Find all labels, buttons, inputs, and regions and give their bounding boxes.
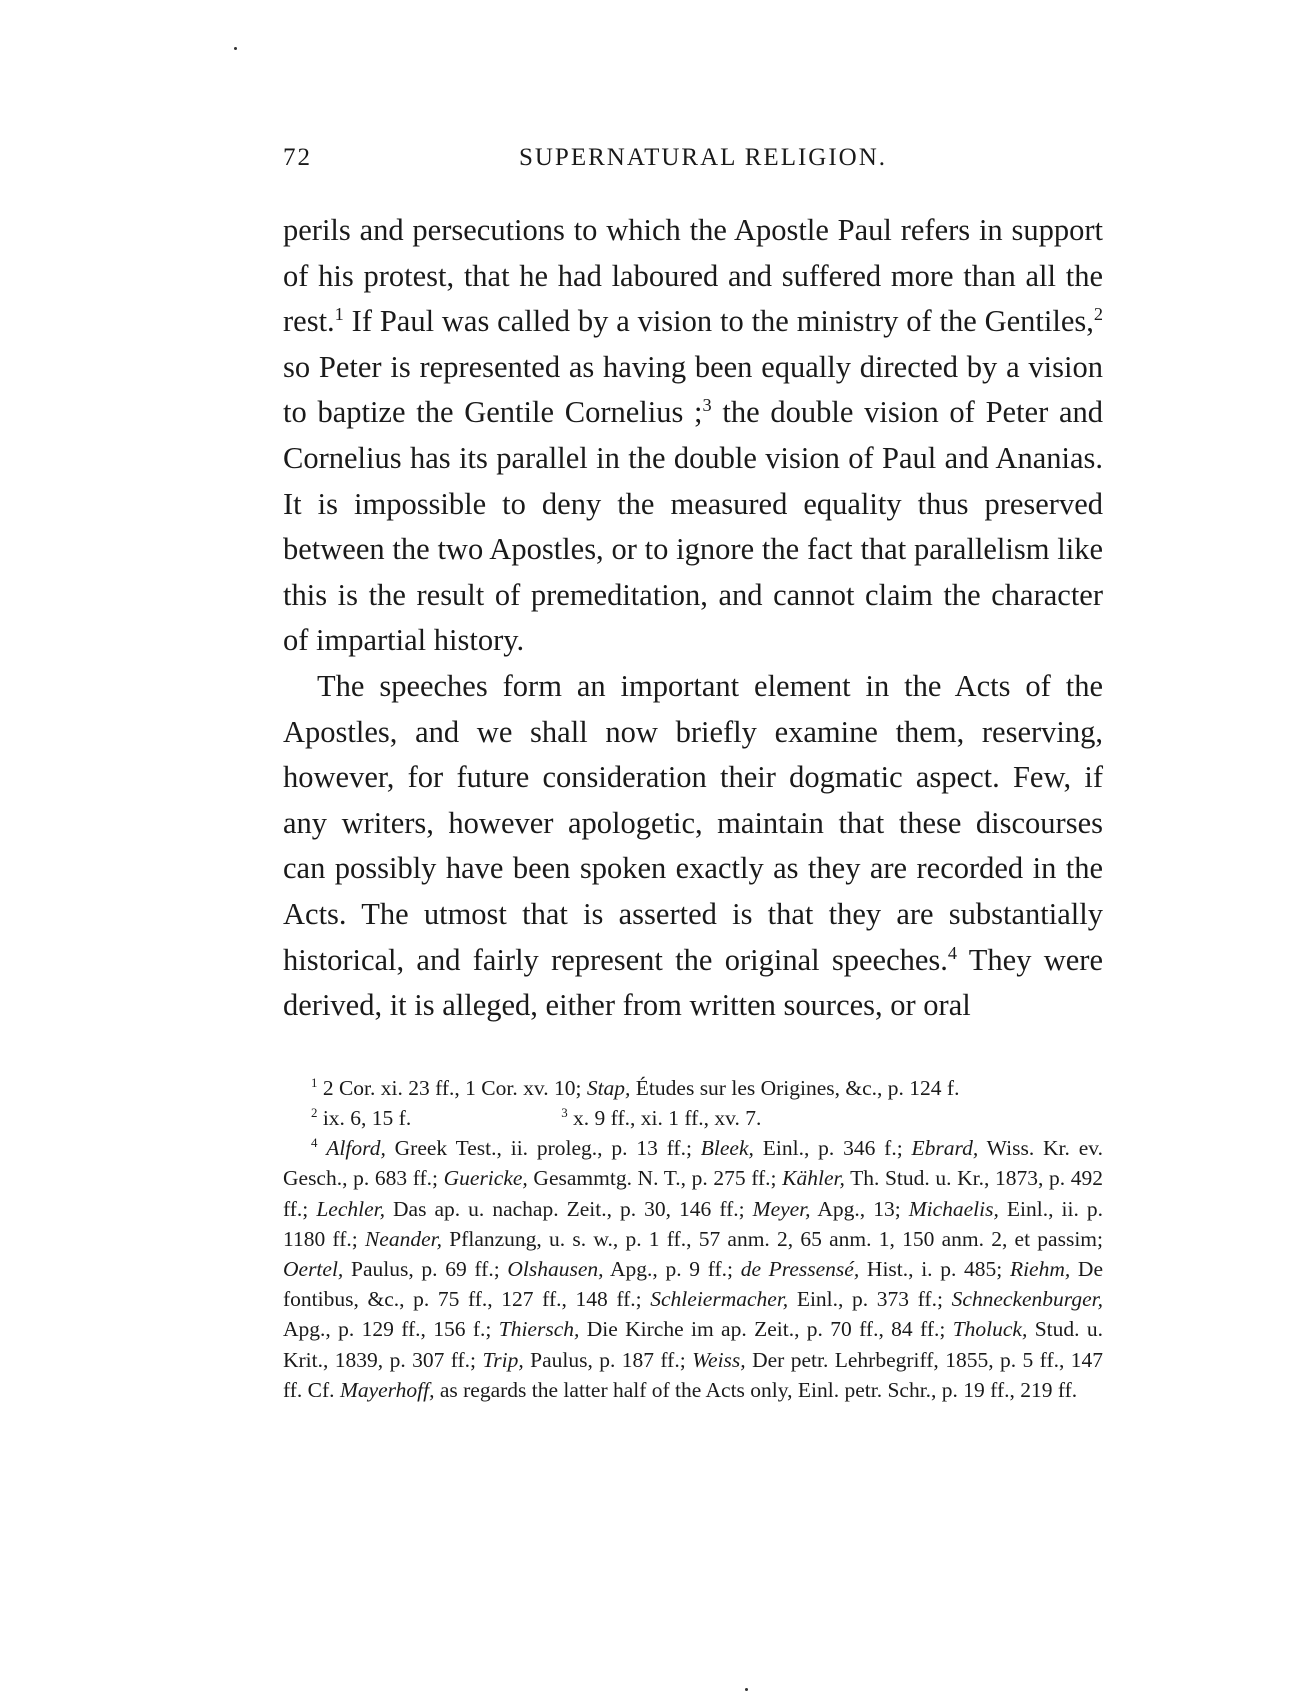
footnote-text: Apg., p. 9 ff.; xyxy=(603,1256,741,1281)
text-run: the double vision of Peter and Cornelius has its parallel in the double vision of Paul and Ananias. It is impossible to deny the measured equality thus preserved between the two Apostles, or to ignore the fact that parallelism like this is the result of premeditation, and cannot claim the character of impartial history. xyxy=(283,395,1104,658)
text-run: so Peter is represented as having been equally directed by a vision to baptize the Gentile Cornelius ; xyxy=(283,349,1103,430)
footnote-1 xyxy=(283,1073,1103,1103)
footnote-author: Neander, xyxy=(364,1226,442,1251)
footnote-author: de Pressensé, xyxy=(740,1256,860,1281)
footnote-text: as regards the latter half of the Acts only, Einl. petr. Schr., p. 19 ff., 219 ff. xyxy=(434,1377,1078,1402)
note-reference: 4 xyxy=(947,942,958,963)
text-run: If Paul was called by a vision to the ministry of the Gentiles, xyxy=(343,304,1094,339)
footnote-author: Michaelis, xyxy=(908,1196,999,1221)
footnote-author: Tholuck, xyxy=(952,1317,1028,1342)
footnote-author: Weiss, xyxy=(692,1347,746,1372)
footnote-marker: 2 xyxy=(311,1105,318,1120)
running-head: SUPERNATURAL RELIGION. xyxy=(518,144,888,171)
footnote-author: Thiersch, xyxy=(498,1317,580,1342)
book-page xyxy=(283,140,1103,1680)
footnote-text: Gesammtg. N. T., p. 275 ff.; xyxy=(527,1166,783,1191)
footnote-text: Wiss. Kr. ev. Gesch., p. 683 ff.; xyxy=(283,1136,1103,1191)
page-header xyxy=(283,140,1103,180)
footnote-text: ix. 6, 15 f. xyxy=(322,1105,412,1130)
footnote-text: x. 9 ff., xi. 1 ff., xv. 7. xyxy=(573,1105,762,1130)
footnote-text: Th. Stud. u. Kr., 1873, p. 492 ff.; xyxy=(283,1166,1103,1221)
print-speck xyxy=(745,1688,748,1691)
footnote-text: Paulus, p. 187 ff.; xyxy=(523,1347,693,1372)
footnote-author: Kähler, xyxy=(782,1166,845,1191)
footnote-author: Mayerhoff, xyxy=(339,1377,435,1402)
footnote-text: Apg., 13; xyxy=(810,1196,909,1221)
footnote-author: Olshausen, xyxy=(507,1256,604,1281)
footnote-text: Der petr. Lehrbegriff, 1855, p. 5 ff., 147 ff. Cf. xyxy=(283,1347,1104,1402)
footnote-author: Trip, xyxy=(482,1347,524,1372)
footnote-text: Die Kirche im ap. Zeit., p. 70 ff., 84 ff.; xyxy=(579,1317,953,1342)
print-speck xyxy=(234,47,237,50)
footnote-marker: 4 xyxy=(311,1135,318,1150)
footnote-marker: 3 xyxy=(561,1105,568,1120)
footnote-marker: 1 xyxy=(311,1075,318,1090)
footnote-author: Oertel, xyxy=(283,1256,344,1281)
note-reference: 3 xyxy=(702,395,712,416)
footnote-author: Lechler, xyxy=(316,1196,385,1221)
footnote-author: Alford, xyxy=(326,1136,386,1161)
text-run: They were derived, it is alleged, either from written sources, or oral xyxy=(283,942,1103,1023)
footnote-text: Einl., ii. p. 1180 ff.; xyxy=(283,1196,1103,1251)
note-reference: 1 xyxy=(334,304,344,325)
paragraph xyxy=(283,208,1103,664)
footnotes xyxy=(283,1073,1103,1405)
footnote-author: Ebrard, xyxy=(911,1136,979,1161)
footnote-text: Einl., p. 373 ff.; xyxy=(788,1287,952,1312)
body-text xyxy=(283,208,1103,1029)
footnote-text: Das ap. u. nachap. Zeit., p. 30, 146 ff.; xyxy=(384,1196,753,1221)
footnote-author: Stap, xyxy=(586,1075,631,1100)
footnote-text: Hist., i. p. 485; xyxy=(859,1256,1010,1281)
footnote-text: Einl., p. 346 f.; xyxy=(753,1136,912,1161)
page-number: 72 xyxy=(283,144,312,171)
footnote-text: De fontibus, &c., p. 75 ff., 127 ff., 148 ff.; xyxy=(283,1256,1104,1312)
footnote-4 xyxy=(283,1133,1103,1405)
footnote-text: Greek Test., ii. proleg., p. 13 ff.; xyxy=(385,1136,701,1161)
footnote-text: Paulus, p. 69 ff.; xyxy=(343,1256,508,1281)
text-run: The speeches form an important element in the Acts of the Apostles, and we shall now briefly examine them, reserving, however, for future consideration their dogmatic aspect. Few, if any writers, however apologetic, maintain that these discourses can possibly have been spoken exactly as they are recorded in the Acts. The utmost that is asserted is that they are substantially historical, and fairly represent the original speeches. xyxy=(283,668,1103,977)
footnote-text: Pflanzung, u. s. w., p. 1 ff., 57 anm. 2, 65 anm. 1, 150 anm. 2, et passim; xyxy=(442,1226,1103,1251)
footnote-text: Apg., p. 129 ff., 156 f.; xyxy=(283,1317,499,1342)
footnote-author: Schneckenburger, xyxy=(951,1287,1103,1312)
paragraph xyxy=(283,664,1103,1029)
text-run: perils and persecutions to which the Apostle Paul refers in support of his protest, that he had laboured and suffered more than all the rest. xyxy=(283,213,1103,339)
footnote-text: Études sur les Origines, &c., p. 124 f. xyxy=(630,1075,960,1100)
footnote-author: Schleiermacher, xyxy=(650,1287,789,1312)
note-reference: 2 xyxy=(1093,304,1103,325)
footnote-author: Meyer, xyxy=(752,1196,811,1221)
footnote-text: Stud. u. Krit., 1839, p. 307 ff.; xyxy=(283,1317,1103,1372)
footnote-author: Riehm, xyxy=(1009,1256,1071,1281)
footnote-author: Bleek, xyxy=(700,1136,754,1161)
footnote-author: Guericke, xyxy=(443,1166,528,1191)
footnote-2-3 xyxy=(283,1103,1103,1133)
footnote-text: 2 Cor. xi. 23 ff., 1 Cor. xv. 10; xyxy=(322,1075,587,1100)
